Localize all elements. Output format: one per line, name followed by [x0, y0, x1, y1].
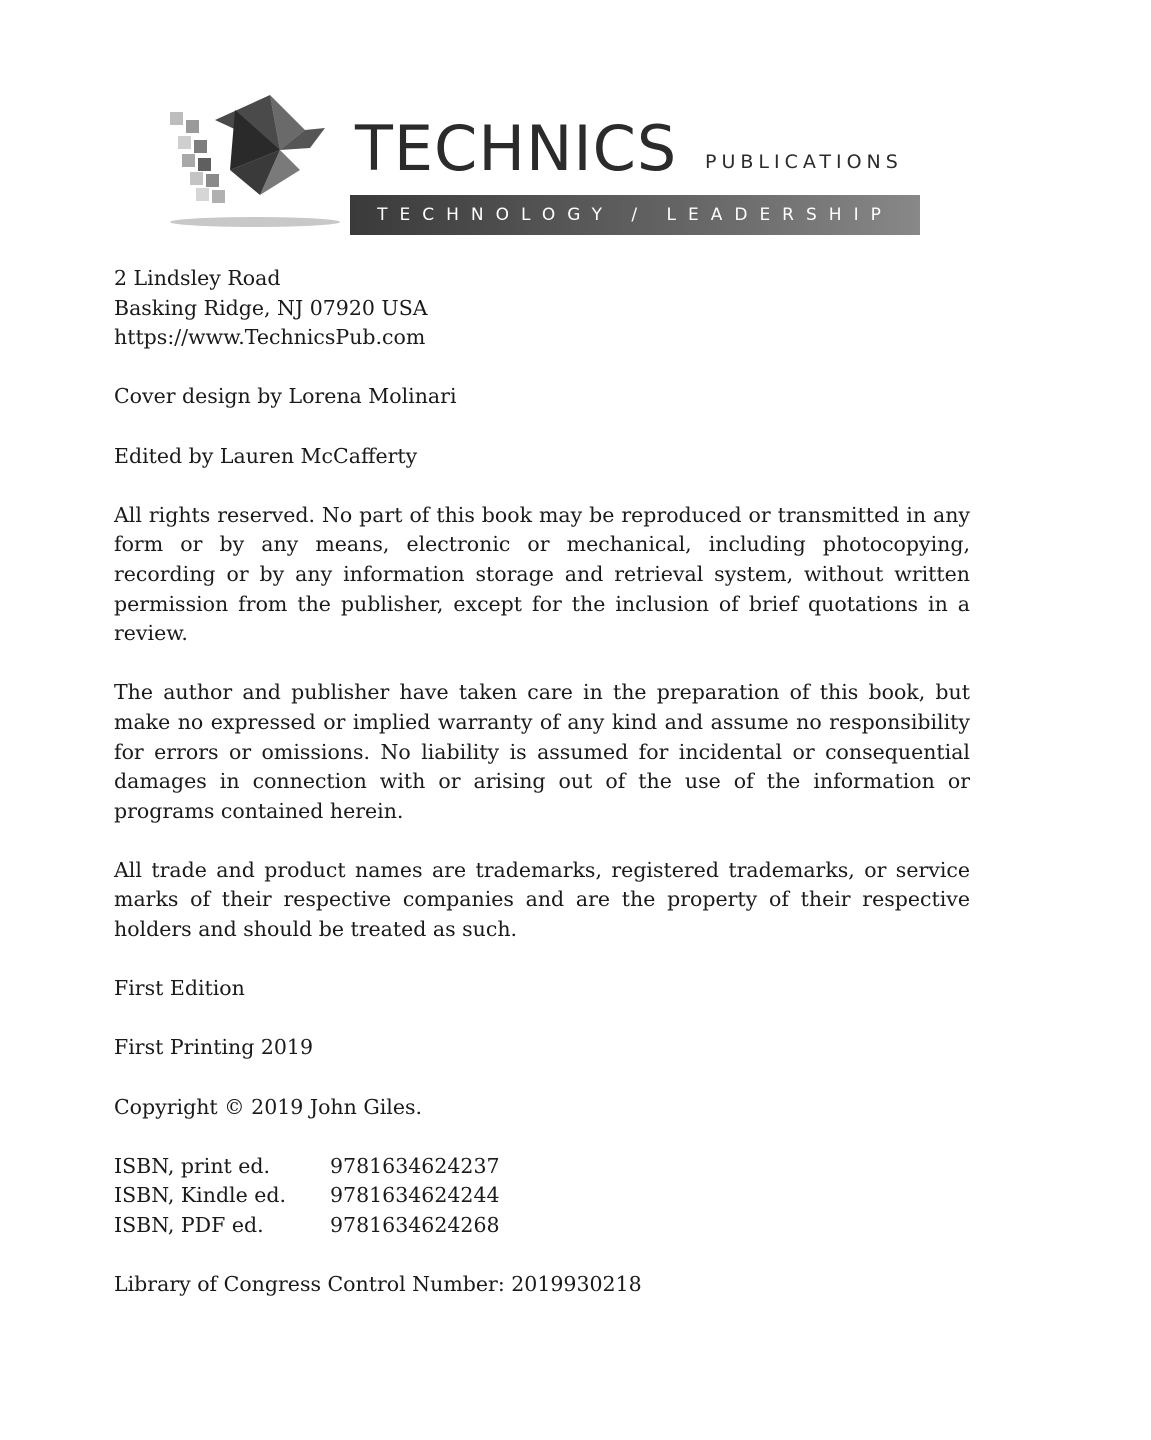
- warranty-paragraph: The author and publisher have taken care in the preparation of this book, but make no expressed or implied warranty of any kind and assume no responsibility for errors or omissions. No liability is assumed for incidental or consequential damages in connection with or arising out of the use of the information or programs contained herein.: [114, 680, 970, 823]
- isbn-value: 9781634624244: [330, 1183, 500, 1208]
- isbn-row: [114, 1211, 500, 1241]
- isbn-value: 9781634624268: [330, 1213, 500, 1237]
- address-line-1: 2 Lindsley Road: [114, 266, 281, 290]
- copyright-page-text: [114, 264, 970, 1329]
- isbn-label: ISBN, PDF ed.: [114, 1213, 264, 1237]
- printing-line: First Printing 2019: [114, 1035, 314, 1060]
- lccn-line: Library of Congress Control Number: 2019930218: [114, 1272, 642, 1297]
- trademark-paragraph: All trade and product names are trademarks, registered trademarks, or service marks of their respective companies and are the property of their respective holders and should be treated as such.: [114, 857, 970, 942]
- edition-line: First Edition: [114, 976, 245, 1001]
- editor-credit: Edited by Lauren McCafferty: [114, 443, 418, 468]
- publisher-address: [114, 264, 970, 353]
- logo-name: TECHNICS: [355, 112, 678, 185]
- publisher-url: https://www.TechnicsPub.com: [114, 325, 426, 350]
- isbn-value: 9781634624237: [330, 1153, 500, 1178]
- logo-tagline: TECHNOLOGY / LEADERSHIP: [350, 195, 920, 235]
- bird-icon: [160, 90, 350, 240]
- isbn-row: [114, 1152, 500, 1182]
- publisher-logo: [160, 90, 930, 240]
- isbn-row: [114, 1181, 500, 1211]
- copyright-line: Copyright © 2019 John Giles.: [114, 1094, 423, 1119]
- cover-design-credit: Cover design by Lorena Molinari: [114, 384, 457, 409]
- rights-paragraph: All rights reserved. No part of this book may be reproduced or transmitted in any form or by any means, electronic or mechanical, including photocopying, recording or by any information storage and retrieval system, without written permission from the publisher, except for the inclusion of brief quotations in a review.: [114, 502, 970, 646]
- isbn-table: [114, 1152, 500, 1241]
- address-line-2: Basking Ridge, NJ 07920 USA: [114, 295, 428, 320]
- logo-suffix: PUBLICATIONS: [705, 151, 903, 173]
- isbn-label: ISBN, print ed.: [114, 1153, 271, 1178]
- isbn-label: ISBN, Kindle ed.: [114, 1183, 287, 1208]
